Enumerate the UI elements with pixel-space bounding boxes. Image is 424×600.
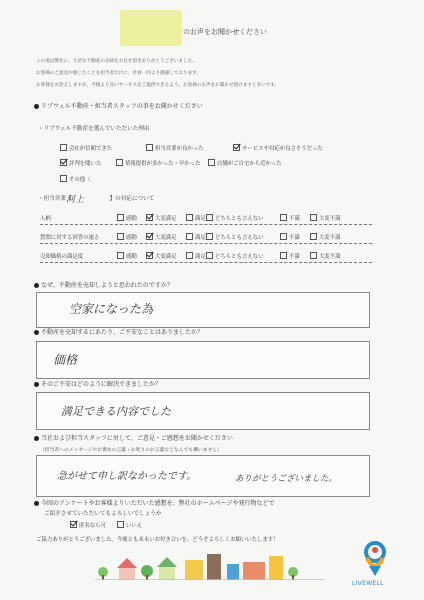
- reason-checkbox-info[interactable]: 情報提供が多かった・早かった: [116, 159, 200, 167]
- q4-heading: 当社および担当スタッフに対して、ご意見・ご感想をお聞かせください: [34, 433, 233, 442]
- row-divider: [40, 243, 372, 244]
- checkbox-icon: [117, 214, 124, 221]
- q2-answer: 価格: [53, 353, 78, 367]
- q2-answer-box[interactable]: [36, 341, 370, 379]
- rating-option-checkbox[interactable]: どちらとも言えない: [206, 214, 264, 222]
- rating-option-checkbox[interactable]: どちらとも言えない: [206, 233, 264, 241]
- rating-option-checkbox[interactable]: 大変不満: [310, 233, 341, 241]
- checkbox-icon: [60, 144, 67, 151]
- rating-option-checkbox[interactable]: 満足: [186, 252, 206, 260]
- checkbox-icon: [310, 252, 317, 259]
- reason-checkbox-company[interactable]: 会社が信頼できた: [60, 144, 112, 152]
- checkbox-icon: [280, 252, 287, 259]
- checkbox-icon: [186, 214, 193, 221]
- rating-option-checkbox[interactable]: 大変満足: [146, 214, 177, 222]
- consent-heading: 今回のアンケートやお客様よりいただいた感想を、弊社のホームページや発行物などで: [34, 498, 275, 507]
- row-divider: [40, 224, 372, 225]
- rating-option-checkbox[interactable]: 大変不満: [310, 252, 341, 260]
- checkbox-icon: [186, 252, 193, 259]
- q3-heading: そのご不安はどのように解決できましたか？: [34, 379, 161, 388]
- checkbox-icon: [186, 233, 193, 240]
- reason-checkbox-other[interactable]: その他（: [60, 175, 91, 183]
- checkbox-icon: [116, 159, 123, 166]
- rating-option-checkbox[interactable]: どちらとも言えない: [206, 252, 264, 260]
- q4-answer-box[interactable]: [36, 455, 370, 497]
- consent-checkbox-no[interactable]: いいえ: [117, 521, 142, 529]
- checkbox-icon: [117, 521, 124, 528]
- bullet-icon: [34, 283, 39, 288]
- checkbox-icon: [310, 214, 317, 221]
- section1-heading: リブウェル不動産・担当者スタッフの事をお聞かせください: [34, 101, 203, 110]
- rating-option-checkbox[interactable]: 満足: [186, 214, 206, 222]
- checkbox-checked-icon: [70, 521, 77, 528]
- staff-heading: ・担当営業【 】の対応について: [38, 196, 155, 202]
- bullet-icon: [34, 382, 39, 387]
- rating-option-checkbox[interactable]: 大変満足: [146, 252, 177, 260]
- checkbox-icon: [208, 159, 215, 166]
- q1-answer: 空家になった為: [69, 302, 154, 316]
- rating-option-checkbox[interactable]: 大変満足: [146, 233, 177, 241]
- q1-answer-box[interactable]: [36, 292, 370, 328]
- footer-thanks: ご協力ありがとうございました。今後とも末永いお付き合いを、どうぞよろしくお願いいたします！: [36, 537, 279, 543]
- checkbox-checked-icon: [146, 252, 153, 259]
- checkbox-checked-icon: [146, 214, 153, 221]
- intro-line-2: お客様のご意見や感じたことを担当者だけに、社員一同より感謝しております。: [36, 71, 202, 76]
- rating-option-checkbox[interactable]: 感動: [117, 214, 137, 222]
- q3-answer-box[interactable]: [36, 392, 370, 430]
- q1-heading: なぜ、不動産を売却しようと思われたのですか？: [34, 280, 173, 289]
- checkbox-checked-icon: [60, 159, 67, 166]
- checkbox-icon: [60, 175, 67, 182]
- town-illustration: [95, 550, 325, 580]
- reason-checkbox-sales[interactable]: 担当営業が良かった: [146, 144, 204, 152]
- checkbox-checked-icon: [233, 144, 240, 151]
- rating-row-label: 人柄: [40, 216, 51, 222]
- reason-heading: ・リブウェル不動産を選んでいただいた理由: [38, 126, 150, 132]
- intro-line-3: お客様をお迎えしますが、今後より良いサービスをご提供できるよう、お客様のお声をお聞かせ頂けますと幸いです。: [36, 83, 280, 88]
- rating-option-checkbox[interactable]: 不満: [280, 233, 300, 241]
- sticky-note: [120, 10, 182, 46]
- q2-heading: 不動産を売却するにあたり、ご不安なことはありましたか？: [34, 327, 203, 336]
- intro-line-1: この度は弊社に、大切な不動産の売却をお任せ頂きありがとうございました。: [36, 59, 197, 64]
- checkbox-icon: [117, 252, 124, 259]
- bullet-icon: [34, 104, 39, 109]
- rating-option-checkbox[interactable]: 感動: [117, 252, 137, 260]
- rating-option-checkbox[interactable]: 満足: [186, 233, 206, 241]
- staff-name-handwritten: 河上: [66, 195, 85, 205]
- brand-name: LIVEWELL: [352, 580, 384, 587]
- livewell-logo: [355, 536, 395, 586]
- checkbox-icon: [206, 214, 213, 221]
- reason-checkbox-near[interactable]: 店舗がご自宅から近かった: [208, 159, 282, 167]
- checkbox-checked-icon: [146, 233, 153, 240]
- rating-option-checkbox[interactable]: 大変不満: [310, 214, 341, 222]
- bullet-icon: [34, 330, 39, 335]
- checkbox-icon: [146, 144, 153, 151]
- checkbox-icon: [310, 233, 317, 240]
- checkbox-icon: [280, 233, 287, 240]
- q4-answer: 急がせて申し訳なかったです。: [57, 471, 197, 482]
- reason-checkbox-service[interactable]: サービスや対応が良さそうだった: [233, 144, 323, 152]
- row-divider: [40, 262, 372, 263]
- q3-answer: 満足できる内容でした: [61, 405, 171, 418]
- q4-note: （担当者へのメッセージやお褒めの言葉・お叱りのお言葉などなんでも構いません）: [40, 448, 222, 453]
- consent-checkbox-anonymous[interactable]: 匿名なら可: [70, 521, 106, 529]
- page-title: のお声をお聞かせください: [183, 28, 267, 36]
- consent-heading-2: ご紹介させていただいてもよろしいでしょうか: [44, 511, 162, 517]
- reason-checkbox-reputation[interactable]: 評判を聞いた: [60, 159, 101, 167]
- rating-option-checkbox[interactable]: 不満: [280, 214, 300, 222]
- checkbox-icon: [206, 252, 213, 259]
- checkbox-icon: [117, 233, 124, 240]
- bullet-icon: [34, 501, 39, 506]
- checkbox-icon: [206, 233, 213, 240]
- rating-row-label: 質問に対する回答の速さ: [40, 235, 100, 241]
- rating-option-checkbox[interactable]: 感動: [117, 233, 137, 241]
- rating-option-checkbox[interactable]: 不満: [280, 252, 300, 260]
- bullet-icon: [34, 436, 39, 441]
- q4-answer-2: ありがとうございました。: [235, 474, 338, 484]
- rating-row-label: 売却価格の満足度: [40, 254, 84, 260]
- checkbox-icon: [280, 214, 287, 221]
